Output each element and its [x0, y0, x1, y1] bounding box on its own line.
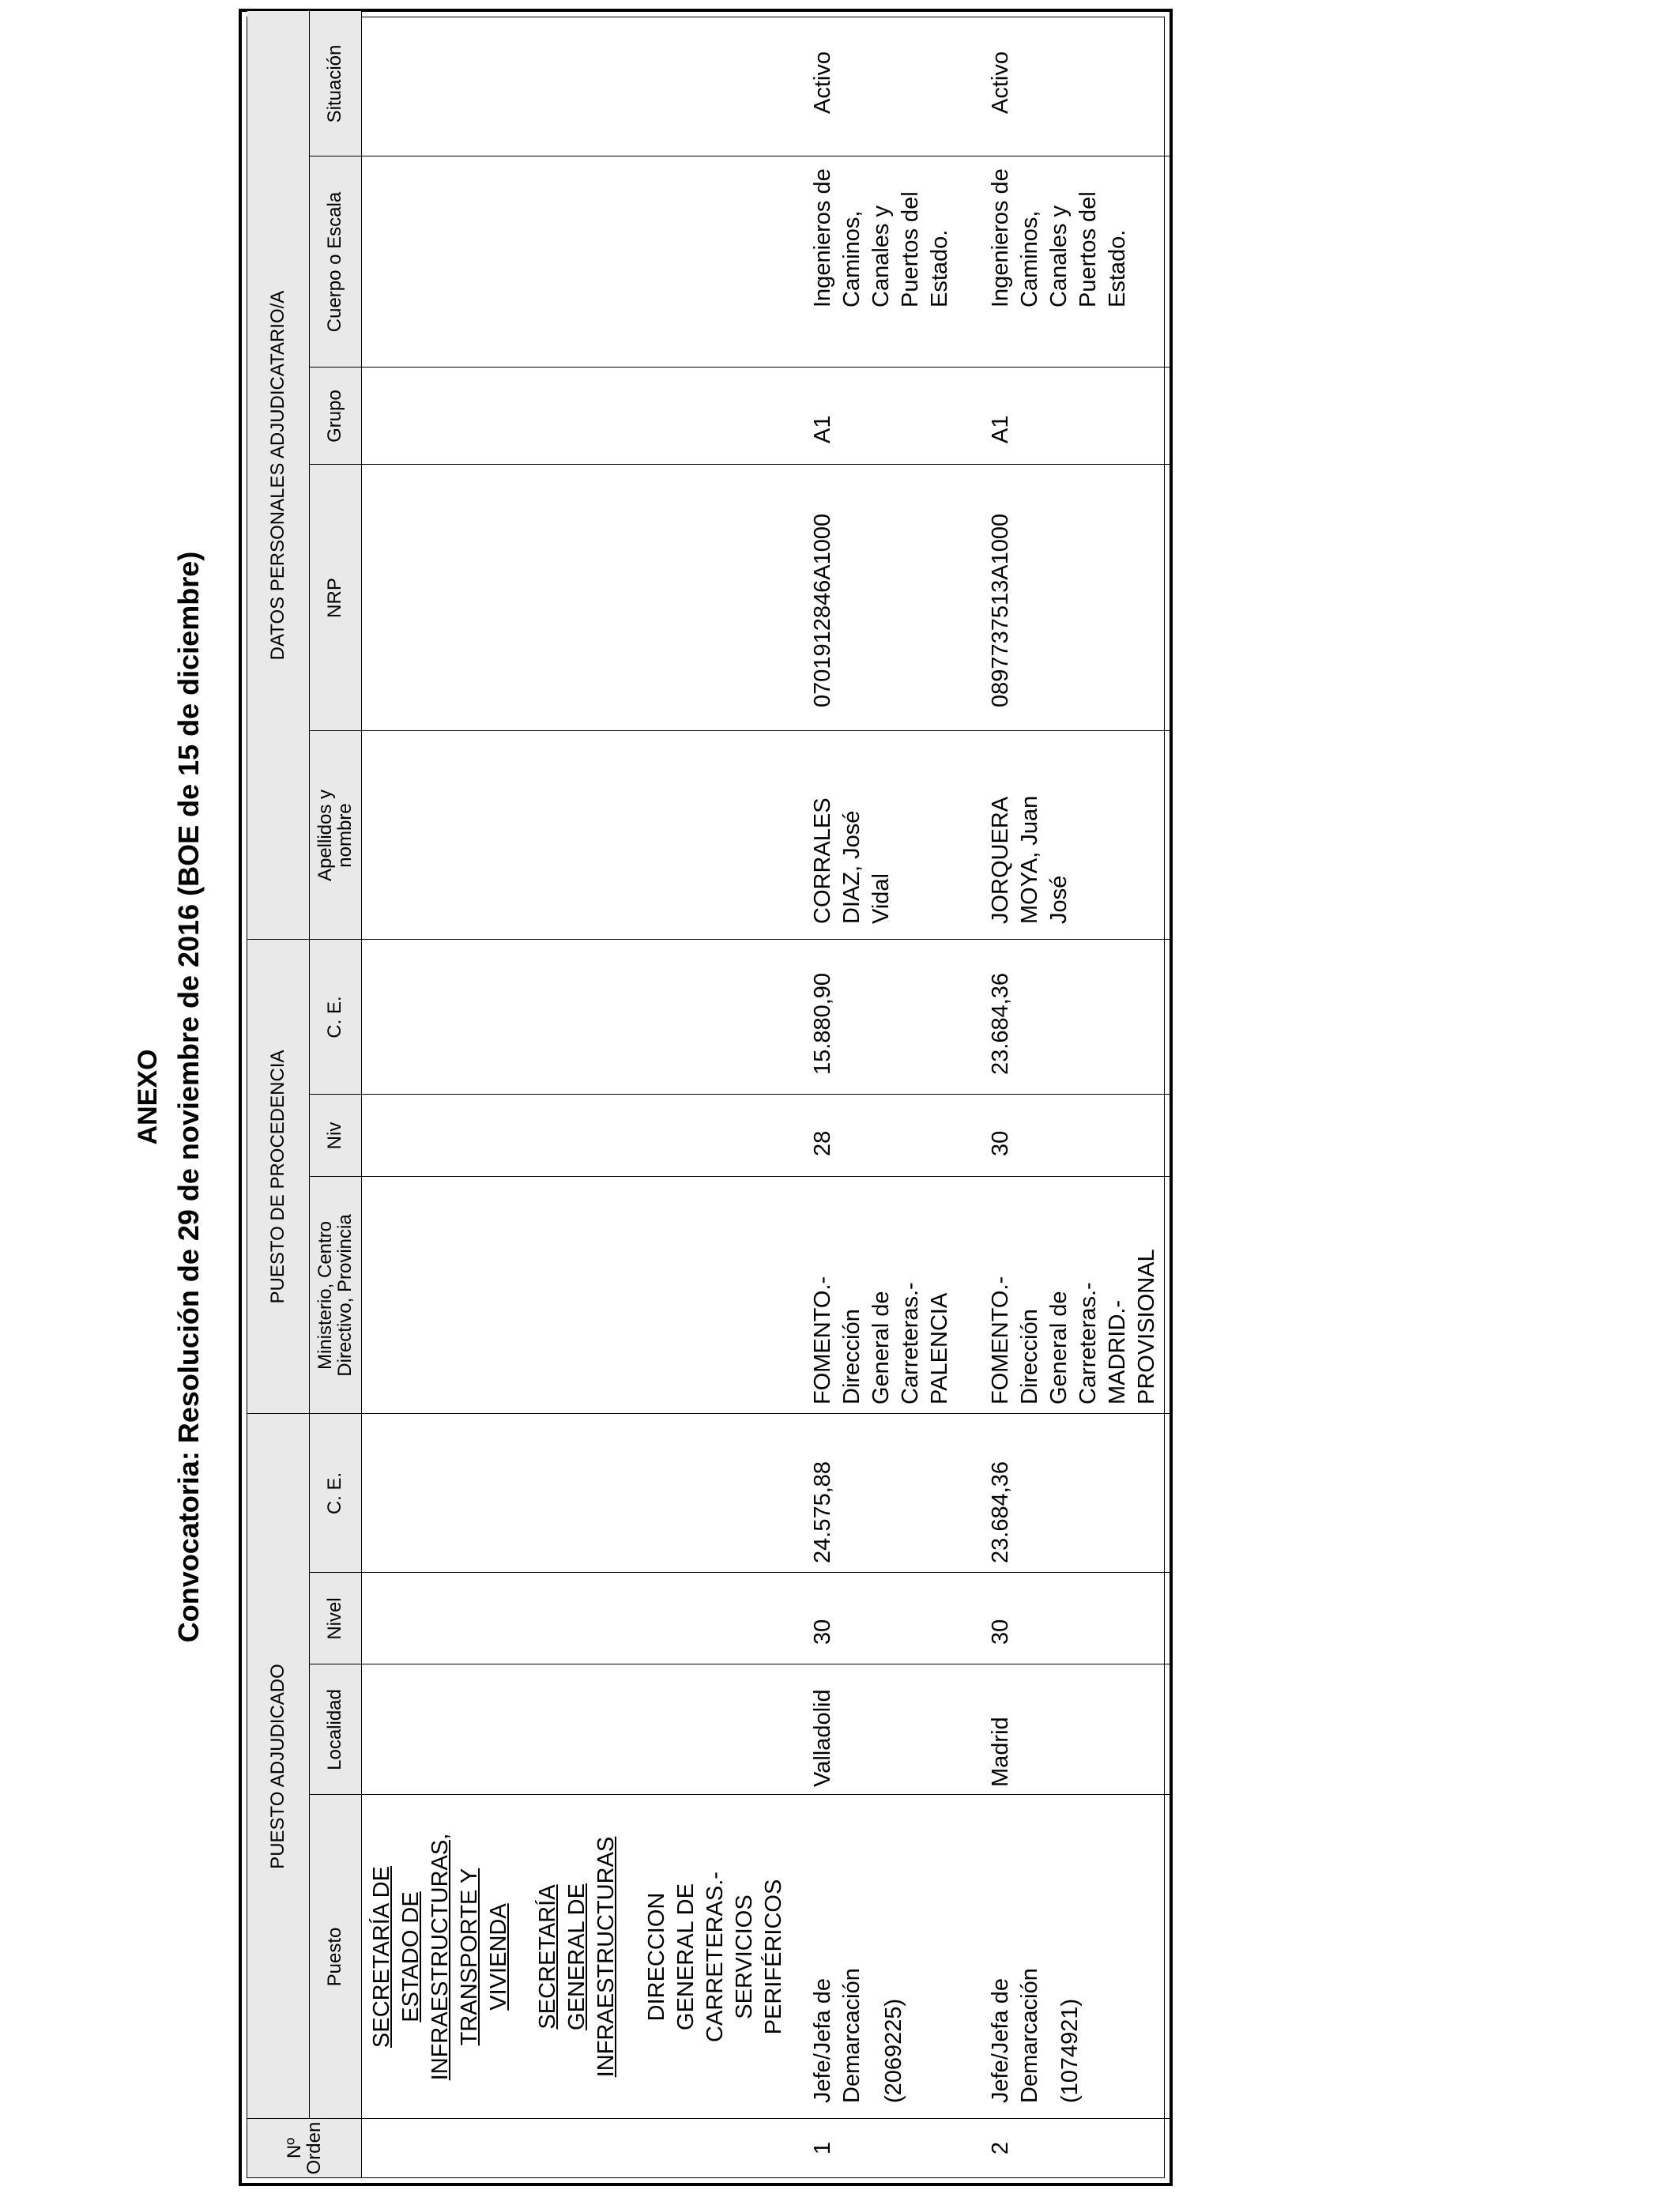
col-header-situacion: Situación [324, 44, 346, 123]
section-secretaria-estado: SECRETARÍA DE ESTADO DE INFRAESTRUCTURAS, TRANSPORTE Y VIVIENDA [369, 1833, 511, 2081]
annex-table [239, 9, 1173, 2186]
row2-nivel: 30 [988, 1619, 1013, 1645]
group-divider-adjudicado [247, 1413, 1170, 1414]
row2-orden: 2 [988, 2141, 1013, 2155]
row1-ce-adjudicado: 24.575,88 [810, 1461, 835, 1563]
row1-situacion: Activo [810, 51, 835, 114]
col-divider-nrp [309, 464, 1170, 465]
row2-apellidos: JORQUERA MOYA, Juan José [988, 795, 1072, 924]
section-secretaria-general: SECRETARÍA GENERAL DE INFRAESTRUCTURAS [535, 1836, 619, 2078]
col-divider-apellidos [309, 730, 1170, 731]
row1-cuerpo: Ingenieros de Caminos, Canales y Puertos del Estado. [810, 168, 952, 307]
row2-niv: 30 [988, 1130, 1013, 1156]
group-puesto-procedencia: PUESTO DE PROCEDENCIA [267, 1050, 288, 1304]
row1-orden: 1 [810, 2141, 835, 2155]
col-header-puesto: Puesto [324, 1927, 346, 1987]
section-direccion-general: DIRECCION GENERAL DE CARRETERAS.- SERVICIOS PERIFÉRICOS [644, 1872, 786, 2042]
col-header-niv: Niv [324, 1122, 346, 1150]
row2-localidad: Madrid [988, 1717, 1013, 1787]
col-header-nrp: NRP [324, 578, 346, 618]
col-divider-ministerio [309, 1176, 1170, 1177]
col-header-ministerio: Ministerio, Centro Directivo, Provincia [314, 1214, 356, 1377]
row1-grupo: A1 [810, 415, 835, 443]
row2-grupo: A1 [988, 415, 1013, 443]
col-header-nivel: Nivel [324, 1597, 346, 1640]
col-header-grupo: Grupo [324, 390, 346, 443]
annex-title: ANEXO [133, 1049, 163, 1145]
col-divider-niv [309, 1094, 1170, 1095]
col-header-orden: Nº Orden [283, 2121, 325, 2175]
row1-apellidos: CORRALES DIAZ, José Vidal [810, 797, 894, 924]
col-header-ce-adjudicado: C. E. [324, 1472, 346, 1515]
group-puesto-adjudicado: PUESTO ADJUDICADO [267, 1664, 288, 1869]
col-divider-nivel [309, 1572, 1170, 1573]
row2-situacion: Activo [988, 51, 1013, 114]
row2-codigo: (1074921) [1057, 1998, 1083, 2103]
row1-codigo: (2069225) [881, 1998, 906, 2103]
group-divider-procedencia [247, 939, 1170, 940]
row1-localidad: Valladolid [810, 1689, 835, 1787]
row1-nivel: 30 [810, 1619, 835, 1645]
convocatoria-title: Convocatoria: Resolución de 29 de noviembre de 2016 (BOE de 15 de diciembre) [172, 551, 205, 1643]
group-datos-personales: DATOS PERSONALES ADJUDICATARIO/A [267, 290, 288, 661]
col-divider-grupo [309, 367, 1170, 368]
col-header-cuerpo: Cuerpo o Escala [324, 191, 346, 333]
row1-ministerio: FOMENTO.- Dirección General de Carreteras.- PALENCIA [810, 1276, 952, 1404]
row1-puesto: Jefe/Jefa de Demarcación [810, 1968, 864, 2103]
row2-nrp: 0897737513A1000 [988, 513, 1013, 707]
row1-nrp: 0701912846A1000 [810, 513, 835, 707]
row2-puesto: Jefe/Jefa de Demarcación [988, 1968, 1042, 2103]
col-header-ce-procedencia: C. E. [324, 996, 346, 1039]
row2-ce-adjudicado: 23.684,36 [988, 1461, 1013, 1563]
row1-niv: 28 [810, 1130, 835, 1156]
row1-ce-procedencia: 15.880,90 [810, 972, 835, 1075]
col-header-localidad: Localidad [324, 1689, 346, 1770]
table-inner-border [247, 17, 1165, 2178]
row2-cuerpo: Ingenieros de Caminos, Canales y Puertos del Estado. [988, 168, 1130, 307]
row2-ministerio: FOMENTO.- Dirección General de Carreteras.- MADRID.- PROVISIONAL [988, 1249, 1159, 1404]
row2-ce-procedencia: 23.684,36 [988, 972, 1013, 1075]
col-header-apellidos: Apellidos y nombre [314, 789, 356, 882]
